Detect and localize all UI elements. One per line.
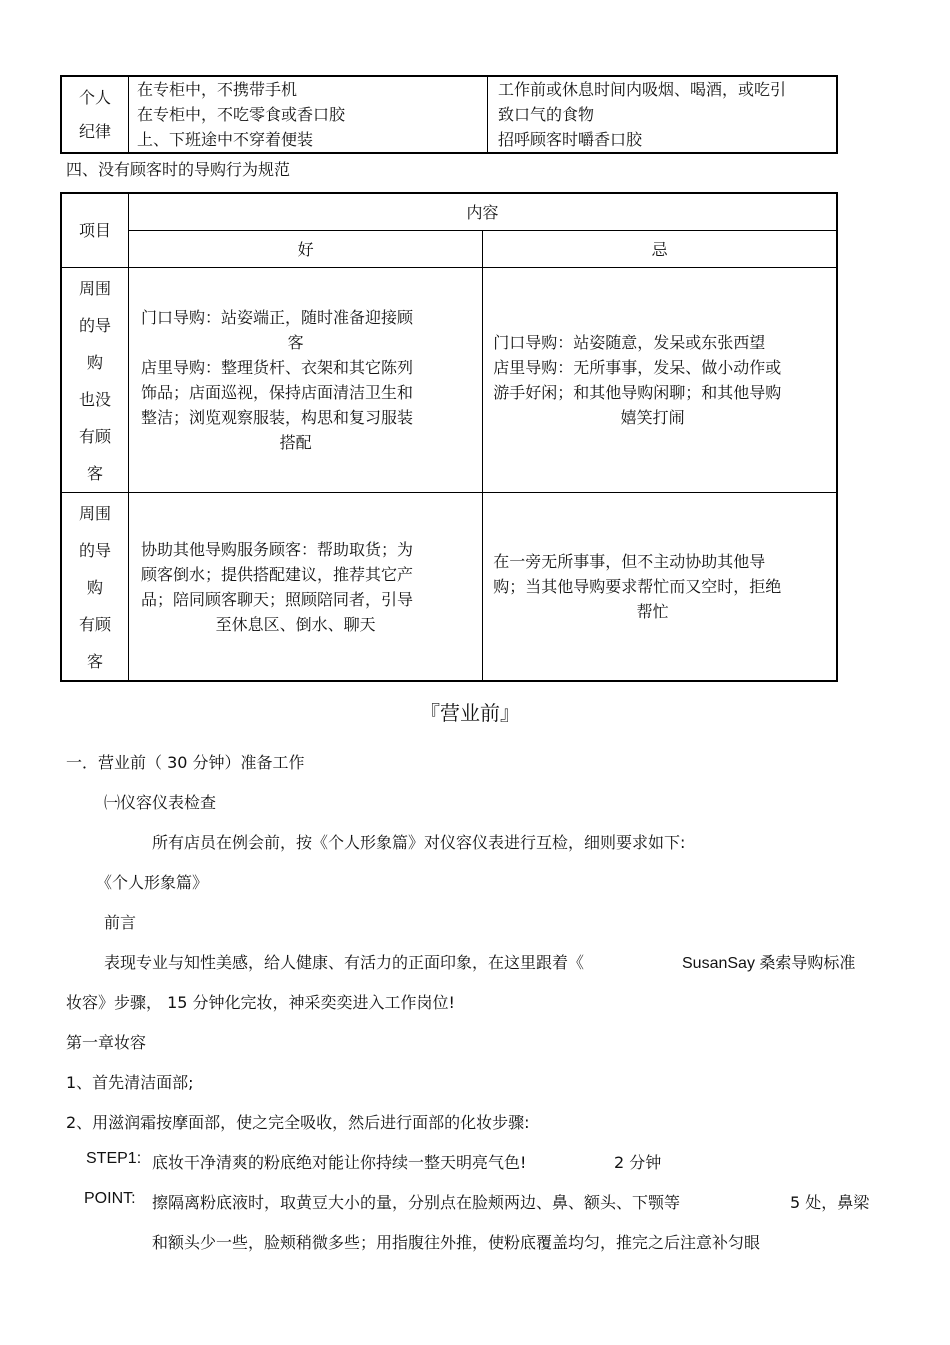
- row-label: [61, 268, 129, 493]
- paragraph: 表现专业与知性美感，给人健康、有活力的正面印象，在这里跟着《: [104, 953, 585, 972]
- bad-cell: [488, 76, 838, 153]
- preface-heading: 前言: [104, 913, 137, 932]
- column-header-bad: 忌: [483, 231, 837, 268]
- cell-line: 至休息区、倒水、聊天: [215, 614, 376, 634]
- step-time: 2 分钟: [614, 1153, 662, 1172]
- cell-line: 客: [287, 333, 304, 352]
- list-item: 2、用滋润霜按摩面部，使之完全吸收，然后进行面部的化妆步骤:: [66, 1113, 530, 1132]
- cell-line: 工作前或休息时间内吸烟、喝酒，或吃引: [498, 80, 787, 99]
- cell-line: 嬉笑打闹: [620, 408, 685, 427]
- table-row: [61, 493, 837, 682]
- column-header-good: 好: [129, 231, 483, 268]
- row-label: [61, 493, 129, 682]
- row-label-line: 周围: [78, 279, 111, 298]
- cell-line: 游手好闲；和其他导购闲聊；和其他导购: [493, 383, 782, 402]
- cell-line: 协助其他导购服务顾客：帮助取货；为: [141, 539, 414, 559]
- cell-line: 顾客倒水；提供搭配建议，推荐其它产: [141, 564, 414, 584]
- sub-heading: ㈠仪容仪表检查: [104, 793, 217, 812]
- good-cell: [129, 76, 488, 153]
- column-header-item: 项目: [61, 193, 129, 268]
- chapter-heading: 第一章妆容: [66, 1033, 147, 1052]
- section-title: 『营业前』: [420, 701, 520, 725]
- row-label-line: 有顾: [78, 427, 111, 446]
- table-header-row: [61, 231, 837, 268]
- cell-line: 购；当其他导购要求帮忙而又空时，拒绝: [493, 577, 782, 596]
- row-label-line: 客: [86, 652, 103, 671]
- cell-line: 致口气的食物: [498, 105, 595, 124]
- cell-line: 店里导购：整理货杆、衣架和其它陈列: [141, 358, 414, 377]
- heading-1: 一．营业前（ 30 分钟）准备工作: [66, 753, 305, 772]
- cell-line: 整洁；浏览观察服装，构思和复习服装: [141, 408, 414, 427]
- table-row: [61, 268, 837, 493]
- cell-line: 招呼顾客时嚼香口胶: [498, 130, 643, 149]
- cell-line: 在专柜中，不吃零食或香口胶: [137, 105, 346, 124]
- step-text: 底妆干净清爽的粉底绝对能让你持续一整天明亮气色!: [152, 1153, 527, 1172]
- cell-line: 帮忙: [636, 602, 669, 621]
- row-label-line: 周围: [78, 504, 111, 523]
- cell-line: 搭配: [279, 433, 312, 452]
- cell-line: 在专柜中，不携带手机: [137, 80, 298, 99]
- row-label-line: 个人: [78, 87, 111, 107]
- row-label-line: 购: [86, 353, 103, 372]
- row-label-line: 客: [86, 464, 103, 483]
- paragraph: 所有店员在例会前，按《个人形象篇》对仪容仪表进行互检，细则要求如下:: [152, 833, 686, 852]
- row-label-line: 的导: [78, 316, 111, 335]
- book-title: 《个人形象篇》: [96, 873, 209, 892]
- table-header-row: [61, 193, 837, 231]
- cell-line: 品；陪同顾客聊天；照顾陪同者，引导: [141, 589, 414, 609]
- paragraph: SusanSay 桑索导购标准: [682, 955, 856, 972]
- row-label: [61, 76, 129, 153]
- point-count: 5 处，鼻梁: [790, 1193, 870, 1212]
- behavior-table: [60, 192, 838, 682]
- row-label-line: 也没: [78, 390, 111, 409]
- point-label: POINT:: [84, 1190, 136, 1207]
- cell-line: 饰品；店面巡视，保持店面清洁卫生和: [141, 383, 414, 402]
- step-label: STEP1:: [86, 1150, 142, 1167]
- list-item: 1、首先清洁面部;: [66, 1073, 194, 1092]
- row-label-line: 的导: [78, 541, 111, 560]
- table-row: [61, 76, 837, 153]
- point-text-continued: 和额头少一些，脸颊稍微多些；用指腹往外推，使粉底覆盖均匀，推完之后注意补匀眼: [152, 1233, 761, 1252]
- cell-line: 店里导购：无所事事，发呆、做小动作或: [493, 358, 782, 377]
- bad-cell: [483, 493, 837, 682]
- cell-line: 门口导购：站姿随意，发呆或东张西望: [493, 333, 766, 352]
- row-label-line: 购: [86, 578, 103, 597]
- row-label-line: 纪律: [78, 121, 111, 141]
- row-label-line: 有顾: [78, 615, 111, 634]
- cell-line: 在一旁无所事事，但不主动协助其他导: [493, 552, 766, 571]
- section-heading-4: 四、没有顾客时的导购行为规范: [66, 160, 291, 179]
- good-cell: [129, 493, 483, 682]
- column-header-content: 内容: [129, 193, 838, 231]
- paragraph: 妆容》步骤， 15 分钟化完妆，神采奕奕进入工作岗位!: [66, 993, 455, 1012]
- discipline-table: [60, 75, 838, 154]
- point-text: 擦隔离粉底液时，取黄豆大小的量，分别点在脸颊两边、鼻、额头、下颚等: [152, 1193, 681, 1212]
- cell-line: 门口导购：站姿端正，随时准备迎接顾: [141, 308, 414, 327]
- good-cell: [129, 268, 483, 493]
- bad-cell: [483, 268, 837, 493]
- cell-line: 上、下班途中不穿着便装: [137, 130, 314, 149]
